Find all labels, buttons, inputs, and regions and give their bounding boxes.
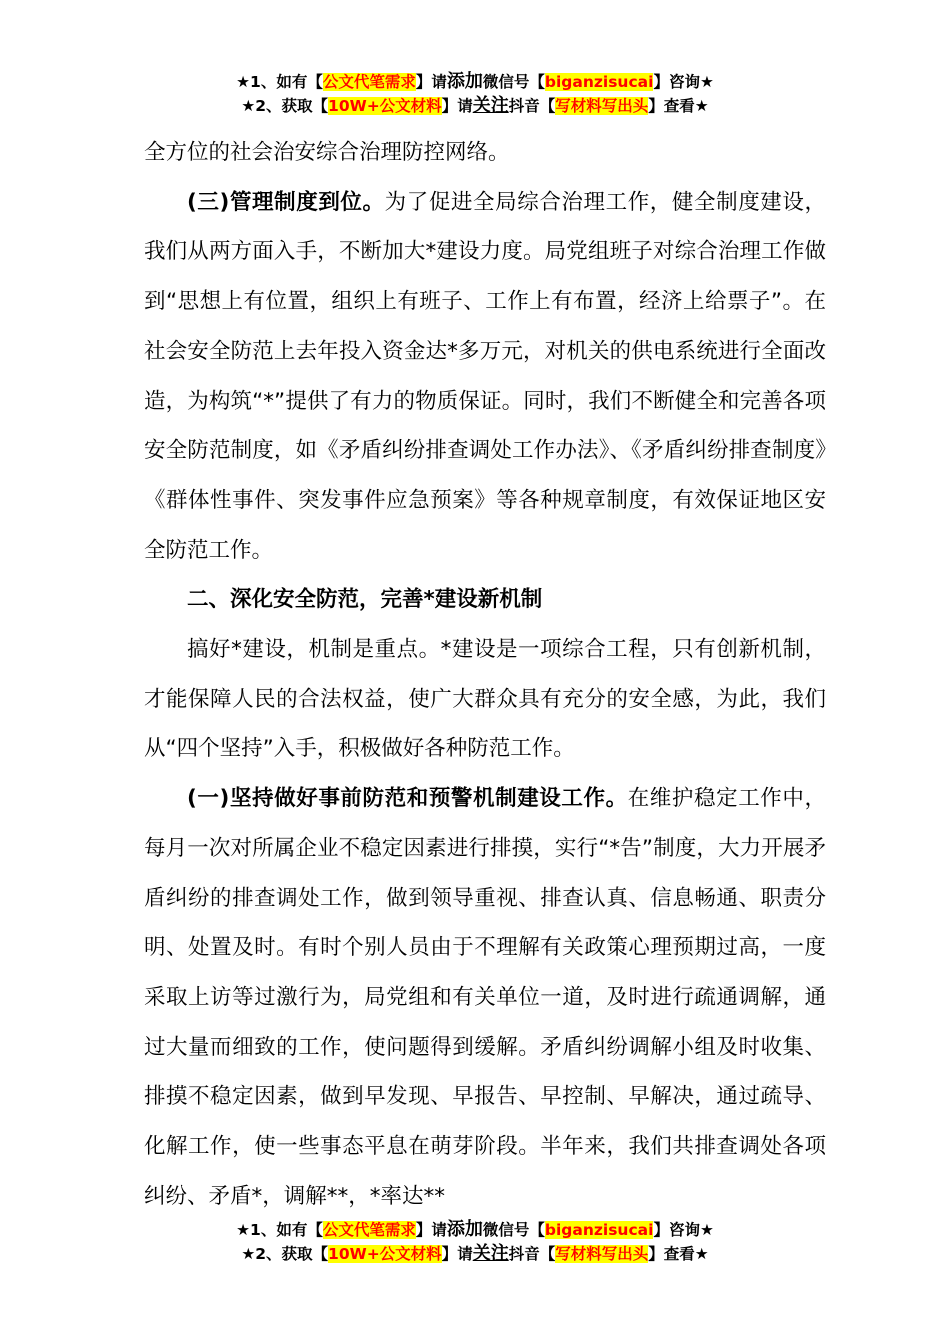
section-heading: 二、深化安全防范，完善*建设新机制: [187, 587, 543, 613]
banner-text: ★1、如有【: [236, 73, 323, 91]
highlight-wechat-id: biganzisucai: [544, 73, 654, 91]
bottom-banner: [0, 1218, 950, 1266]
paragraph-lead: (一)坚持做好事前防范和预警机制建设工作。: [187, 786, 628, 812]
banner-text: 抖音【: [508, 1245, 556, 1263]
banner-line-1: [0, 70, 950, 94]
highlight-ghostwriting: 公文代笔需求: [322, 1221, 416, 1239]
highlight-douyin: 写材料写出头: [555, 97, 649, 115]
banner-text: 】查看★: [648, 1245, 709, 1263]
banner-text: 】请: [441, 1245, 473, 1263]
highlight-douyin: 写材料写出头: [555, 1245, 649, 1263]
banner-text: 抖音【: [508, 97, 556, 115]
paragraph-management-system: [144, 178, 826, 576]
document-body: [144, 128, 826, 1221]
banner-text: 】查看★: [648, 97, 709, 115]
paragraph-prevention: [144, 774, 826, 1221]
banner-underlined: 关注: [472, 95, 509, 116]
highlight-materials: 10W+公文材料: [328, 97, 442, 115]
banner-line-2: [0, 1242, 950, 1266]
highlight-ghostwriting: 公文代笔需求: [322, 73, 416, 91]
banner-text: 】咨询★: [653, 1221, 714, 1239]
paragraph-mechanism: 搞好*建设，机制是重点。*建设是一项综合工程，只有创新机制，才能保障人民的合法权益，使广大群众具有充分的安全感，为此，我们从“四个坚持”入手，积极做好各种防范工作。: [144, 637, 826, 762]
highlight-materials: 10W+公文材料: [328, 1245, 442, 1263]
highlight-wechat-id: biganzisucai: [544, 1221, 654, 1239]
banner-text: 】请: [415, 73, 447, 91]
paragraph-text: 在维护稳定工作中，每月一次对所属企业不稳定因素进行排摸，实行“*告”制度，大力开展矛盾纠纷的排查调处工作，做到领导重视、排查认真、信息畅通、职责分明、处置及时。有时个别人员由于不理解有关政策心理预期过高，一度采取上访等过激行为，局党组和有关单位一道，及时进行疏通调解，通过大量而细致的工作，使问题得到缓解。矛盾纠纷调解小组及时收集、排摸不稳定因素，做到早发现、早报告、早控制、早解决，通过疏导、化解工作，使一些事态平息在萌芽阶段。半年来，我们共排查调处各项纠纷、矛盾*，调解**，*率达**: [144, 786, 826, 1209]
paragraph-continued: 全方位的社会治安综合治理防控网络。: [144, 140, 510, 165]
paragraph-text: 为了促进全局综合治理工作，健全制度建设，我们从两方面入手，不断加大*建设力度。局党组班子对综合治理工作做到“思想上有位置，组织上有班子、工作上有布置，经济上给票子”。在社会安全防范上去年投入资金达*多万元，对机关的供电系统进行全面改造，为构筑“*”提供了有力的物质保证。同时，我们不断健全和完善各项安全防范制度，如《矛盾纠纷排查调处工作办法》、《矛盾纠纷排查制度》《群体性事件、突发事件应急预案》等各种规章制度，有效保证地区安全防范工作。: [144, 189, 826, 563]
banner-underlined: 关注: [472, 1243, 509, 1264]
banner-text: 】请: [415, 1221, 447, 1239]
paragraph-lead: (三)管理制度到位。: [187, 189, 385, 215]
top-banner: [0, 70, 950, 118]
banner-text: 】咨询★: [653, 73, 714, 91]
banner-text: ★2、获取【: [241, 97, 329, 115]
banner-text: ★2、获取【: [241, 1245, 329, 1263]
banner-text: 】请: [441, 97, 473, 115]
banner-line-2: [0, 94, 950, 118]
banner-text: 微信号【: [482, 1221, 545, 1239]
banner-emphasis: 添加: [446, 71, 483, 92]
banner-line-1: [0, 1218, 950, 1242]
banner-text: 微信号【: [482, 73, 545, 91]
banner-text: ★1、如有【: [236, 1221, 323, 1239]
banner-emphasis: 添加: [446, 1219, 483, 1240]
